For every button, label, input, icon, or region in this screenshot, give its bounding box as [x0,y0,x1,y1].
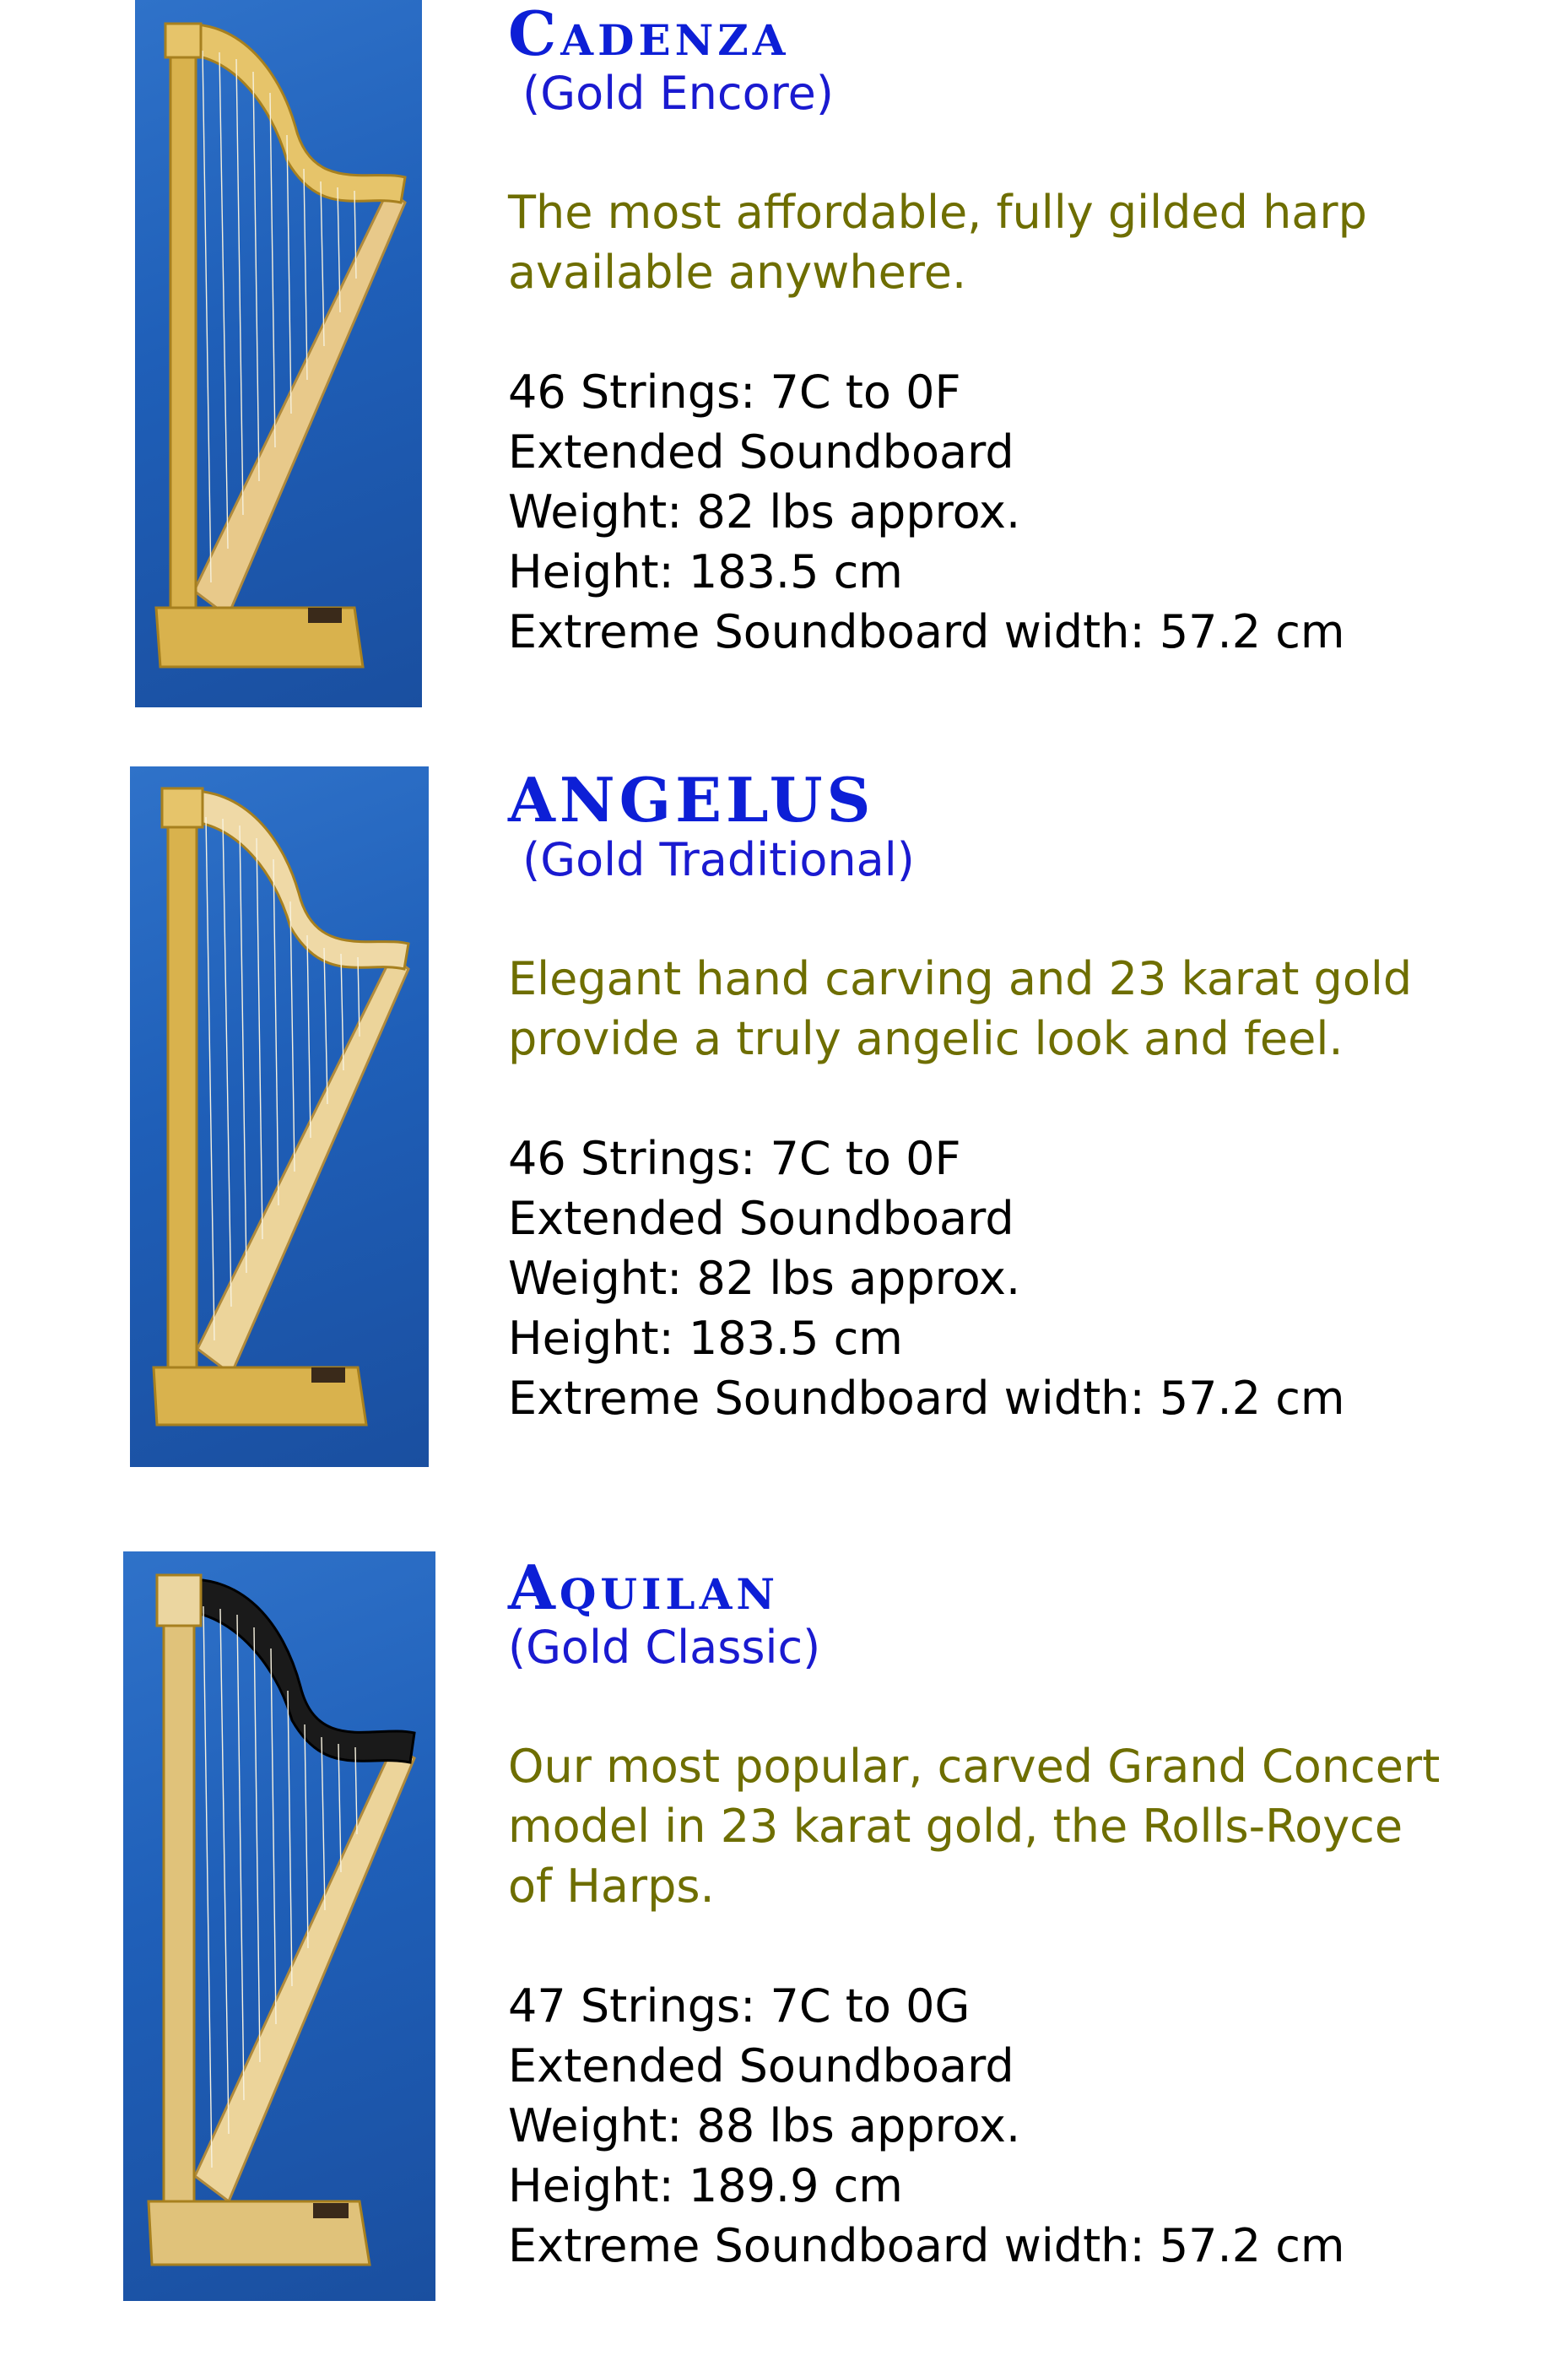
spec-soundboard-width: Extreme Soundboard width: 57.2 cm [508,1372,1345,1425]
spec-strings: 47 Strings: 7C to 0G [508,1979,971,2033]
harp-illustration [135,0,422,707]
model-subtitle: (Gold Classic) [508,1621,821,1674]
harp-photo-cadenza [135,0,422,707]
spec-height: Height: 183.5 cm [508,1312,903,1365]
harp-photo-angelus [130,766,429,1467]
model-name: Aquilan [508,1551,780,1623]
model-name: ANGELUS [508,764,875,836]
model-subtitle: (Gold Traditional) [508,833,915,886]
model-description: Our most popular, carved Grand Concert model in 23 karat gold, the Rolls-Royce of Harps. [508,1740,1441,1913]
harp-entry-angelus [508,764,1546,1428]
harp-illustration [130,766,429,1467]
spec-soundboard: Extended Soundboard [508,425,1014,479]
model-name: Cadenza [508,0,790,69]
harp-photo-aquilan [123,1551,435,2301]
model-description: Elegant hand carving and 23 karat gold provide a truly angelic look and feel. [508,952,1413,1065]
spec-strings: 46 Strings: 7C to 0F [508,365,961,419]
spec-weight: Weight: 82 lbs approx. [508,1252,1021,1305]
spec-soundboard-width: Extreme Soundboard width: 57.2 cm [508,605,1345,658]
spec-weight: Weight: 88 lbs approx. [508,2099,1021,2152]
spec-soundboard-width: Extreme Soundboard width: 57.2 cm [508,2219,1345,2272]
spec-weight: Weight: 82 lbs approx. [508,485,1021,539]
spec-soundboard: Extended Soundboard [508,2039,1014,2092]
harp-entry-aquilan [508,1551,1546,2276]
spec-strings: 46 Strings: 7C to 0F [508,1132,961,1185]
spec-height: Height: 183.5 cm [508,545,903,598]
spec-height: Height: 189.9 cm [508,2159,903,2212]
harp-illustration [123,1551,435,2301]
spec-soundboard: Extended Soundboard [508,1192,1014,1245]
harp-entry-cadenza [508,2,1546,662]
model-subtitle: (Gold Encore) [508,67,834,120]
model-description: The most affordable, fully gilded harp available anywhere. [508,186,1367,299]
